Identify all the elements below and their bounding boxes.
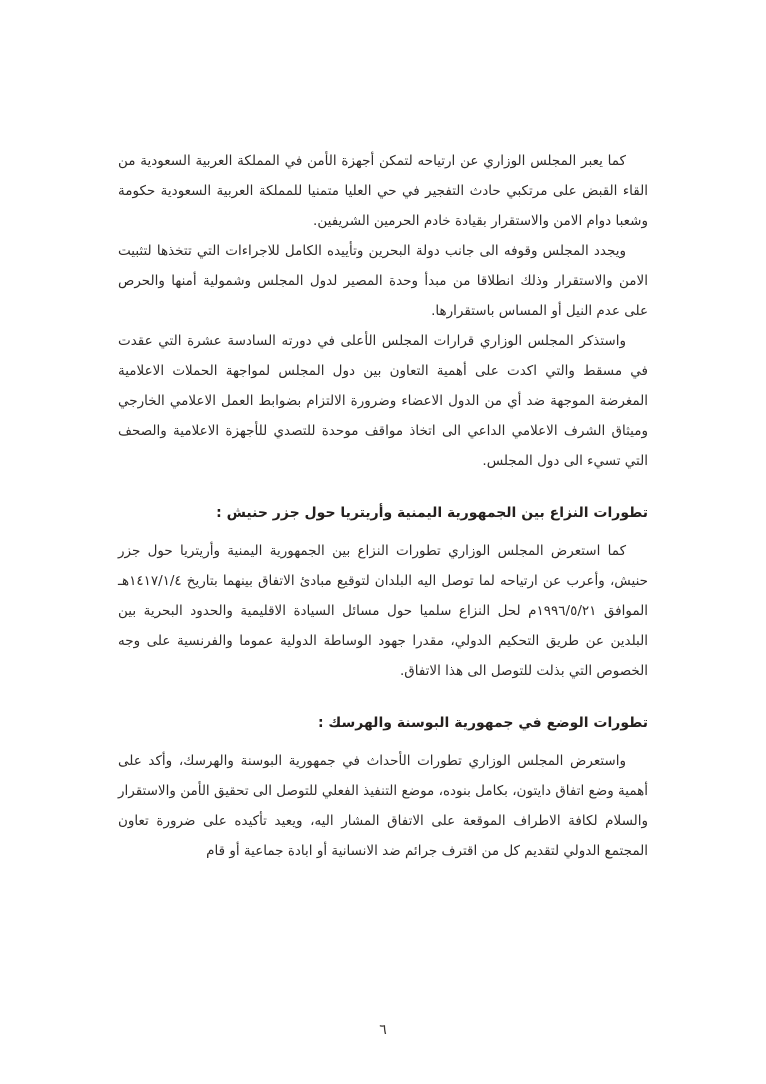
paragraph-saudi-security: كما يعبر المجلس الوزاري عن ارتياحه لتمكن أجهزة الأمن في المملكة العربية السعودية من القاء القبض على مرتكبي حادث التفجير في حي العليا متمنيا للمملكة العربية السعودية حكومة وشعبا دوام الامن والاستقرار بقيادة خادم الحرمين الشريفين. (118, 153, 648, 229)
paragraph-bosnia-situation: واستعرض المجلس الوزاري تطورات الأحداث في جمهورية البوسنة والهرسك، وأكد على أهمية وضع اتفاق دايتون، بكامل بنوده، موضع التنفيذ الفعلي للتوصل الى تحقيق الأمن والاستقرار والسلام لكافة الاطراف الموقعة على الاتفاق المشار اليه، ويعيد تأكيده على ضرورة تعاون المجتمع الدولي لتقديم كل من اقترف جرائم ضد الانسانية أو ابادة جماعية أو قام (118, 753, 648, 859)
paragraph-hanish-dispute: كما استعرض المجلس الوزاري تطورات النزاع بين الجمهورية اليمنية وأريتريا حول جزر حنيش، وأعرب عن ارتياحه لما توصل اليه البلدان لتوقيع مبادئ الاتفاق بينهما بتاريخ ١٤١٧/١/٤هـ الموافق ١٩٩٦/٥/٢١م لحل النزاع سلميا حول مسائل السيادة الاقليمية والحدود البحرية بين البلدين عن طريق التحكيم الدولي، مقدرا جهود الوساطة الدولية عموما والفرنسية على وجه الخصوص التي بذلت للتوصل الى هذا الاتفاق. (118, 543, 648, 679)
document-body (118, 146, 648, 866)
section-heading-bosnia-situation: تطورات الوضع في جمهورية البوسنة والهرسك : (317, 715, 648, 731)
page-number: ٦ (379, 1022, 387, 1038)
paragraph-bahrain-support: ويجدد المجلس وقوفه الى جانب دولة البحرين وتأييده الكامل للاجراءات التي تتخذها لتثبيت الامن والاستقرار وذلك انطلاقا من مبدأ وحدة المصير لدول المجلس وشمولية أمنها والحرص على عدم النيل أو المساس باستقرارها. (118, 243, 648, 319)
paragraph-media-campaigns: واستذكر المجلس الوزاري قرارات المجلس الأعلى في دورته السادسة عشرة التي عقدت في مسقط والتي اكدت على أهمية التعاون بين دول المجلس لمواجهة الحملات الاعلامية المغرضة الموجهة ضد أي من الدول الاعضاء وضرورة الالتزام بضوابط العمل الاعلامي الخارجي وميثاق الشرف الاعلامي الداعي الى اتخاذ مواقف موحدة للتصدي للأجهزة الاعلامية والصحف التي تسيء الى دول المجلس. (118, 333, 648, 469)
section-heading-hanish-dispute: تطورات النزاع بين الجمهورية اليمنية وأريتريا حول جزر حنيش : (216, 505, 648, 521)
